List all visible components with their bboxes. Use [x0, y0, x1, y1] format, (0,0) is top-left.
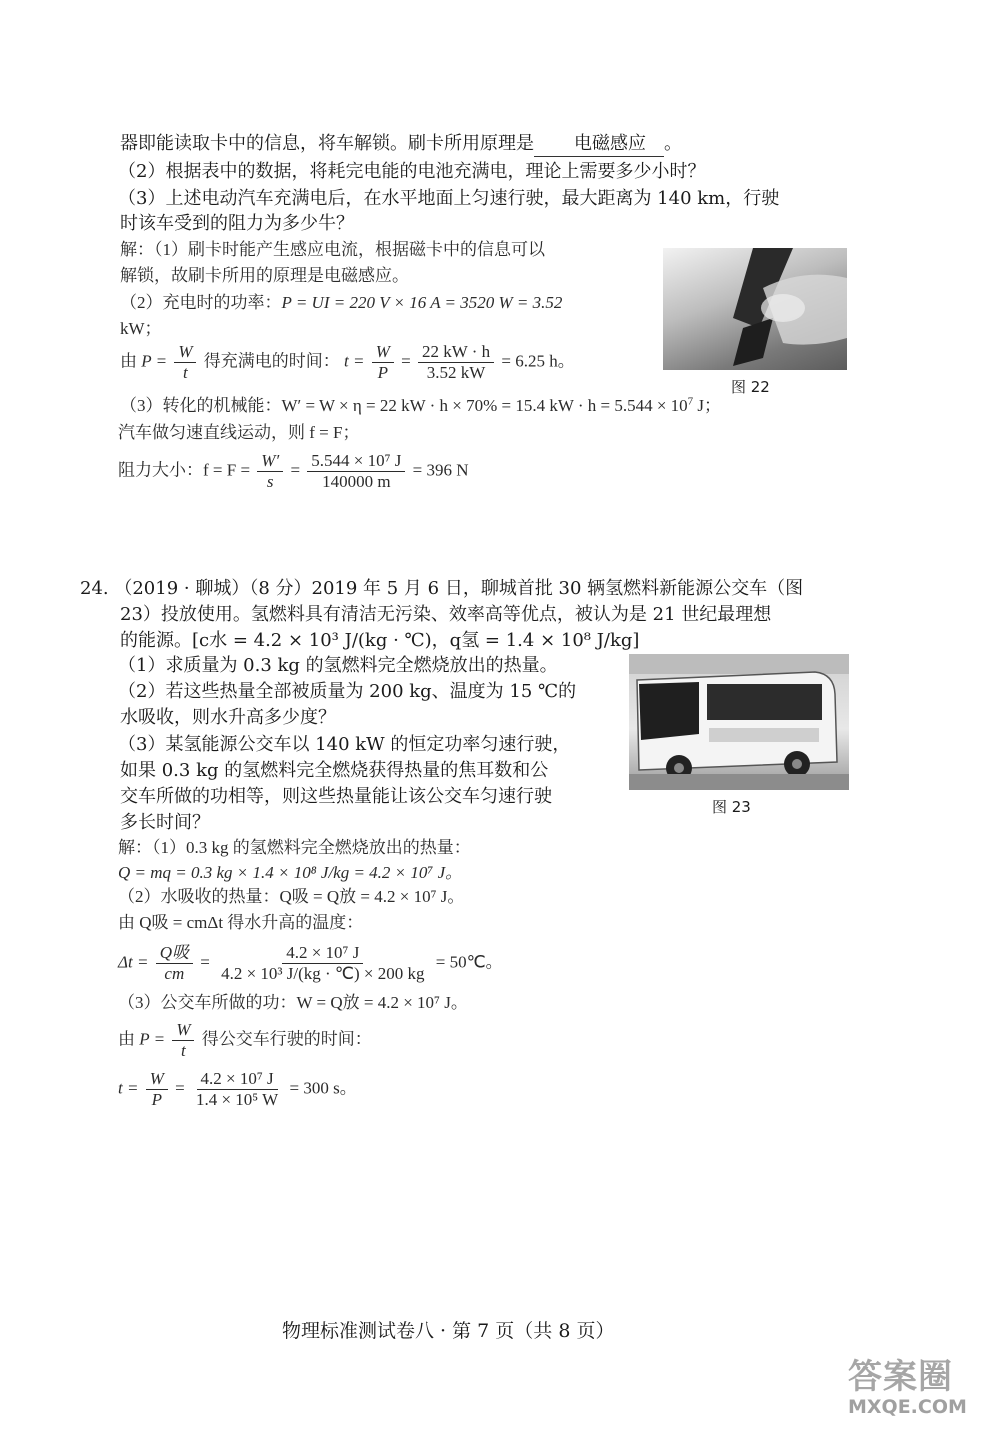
q23-line4: 时该车受到的阻力为多少牛？ [120, 213, 354, 234]
q24-solution-8: t = $\frac{W}{P}$ = $\frac{\text{4.2 × 10⁷ J}}{\text{1.4 × 10⁵ W}}$ = 300 s。 [118, 1069, 357, 1109]
q23-solution-4: （3）转化的机械能：W′ = W × η = 22 kW · h × 70% = 15.4 kW · $h = 5.544 \times 10^7$ J； [120, 395, 722, 415]
fraction-temperature-rise: $\frac{\text{4.2 × 10⁷ J}}{\text{4.2 × 10³ J/(kg · ℃) × 200 kg}}$ [221, 943, 425, 983]
figure-23-caption: 图 23 [712, 798, 751, 816]
q24-solution-6: （3）公交车所做的功：W = Q放 = 4.2 × 10⁷ J。 [118, 993, 468, 1012]
q24-line1: 24. （2019 · 聊城）（8 分）2019 年 5 月 6 日，聊城首批 30 辆氢燃料新能源公交车（图 [80, 578, 804, 599]
fraction-numeric-force: $\frac{\text{5.544 × 10⁷ J}}{140000 m}$ [307, 452, 405, 491]
q23-answer-blank: 电磁感应 [534, 132, 664, 157]
fraction-q-over-cm: $\frac{\text{Q吸}}{cm}$ [156, 944, 193, 983]
bus-illustration [629, 654, 849, 790]
q24-line9: 交车所做的功相等，则这些热量能让该公交车匀速行驶 [120, 786, 552, 807]
q23-line1: 器即能读取卡中的信息，将车解锁。刷卡所用原理是 电磁感应 。 [120, 132, 682, 157]
q23-line2: （2）根据表中的数据，将耗完电能的电池充满电，理论上需要多少小时？ [118, 161, 706, 182]
q23-solution-5: 汽车做匀速直线运动，则 f = F； [118, 423, 360, 442]
fraction-power-definition: $\frac{W}{t}$ [172, 1021, 194, 1060]
fraction-time-definition: $\frac{W}{P}$ [146, 1070, 168, 1109]
q24-solution-5: Δt = $\frac{\text{Q吸}}{cm}$ = $\frac{\text{4.2 × 10⁷ J}}{\text{4.2 × 10³ J/(kg · ℃) × 200 kg}}$ = 50℃。 [118, 943, 503, 983]
q23-solution-1a: 解：（1）刷卡时能产生感应电流，根据磁卡中的信息可以 [120, 240, 545, 259]
q24-solution-3: （2）水吸收的热量：Q吸 = Q放 = 4.2 × 10⁷ J。 [118, 887, 465, 906]
q24-line4: （1）求质量为 0.3 kg 的氢燃料完全燃烧放出的热量。 [118, 655, 558, 676]
figure-23-photo [629, 654, 849, 790]
fraction-w-over-p: $\frac{W}{P}$ [372, 343, 394, 382]
q24-line2: 23）投放使用。氢燃料具有清洁无污染、效率高等优点，被认为是 21 世纪最理想 [120, 604, 772, 625]
q24-line8: 如果 0.3 kg 的氢燃料完全燃烧获得热量的焦耳数和公 [120, 760, 549, 781]
q23-solution-6: 阻力大小：f = F = $\frac{W'}{s}$ = $\frac{\text{5.544 × 10⁷ J}}{140000 m}$ = 396 N [118, 451, 469, 491]
q24-line3: 的能源。[c水 = 4.2 × 10³ J/(kg · ℃)，q氢 = 1.4 × 10⁸ J/kg] [120, 630, 640, 651]
watermark-logo [848, 1358, 978, 1422]
q24-solution-2: Q = mq = 0.3 kg × 1.4 × 10⁸ J/kg = 4.2 × 10⁷ J。 [118, 863, 463, 882]
q23-solution-1b: 解锁，故刷卡所用的原理是电磁感应。 [120, 266, 409, 285]
q24-line6: 水吸收，则水升高多少度？ [120, 707, 336, 728]
fraction-numeric-time: $\frac{\text{4.2 × 10⁷ J}}{\text{1.4 × 10⁵ W}}$ [195, 1069, 279, 1109]
q23-solution-2b: kW； [120, 319, 162, 338]
q23-solution-3: 由 P = $\frac{W}{t}$ 得充满电的时间： t = $\frac{W}{P}$ = $\frac{22 kW \cdot h}{3.52 kW}$ = 6.25 h。 [120, 342, 575, 382]
q23-solution-2a: （2）充电时的功率：P = UI = 220 V × 16 A = 3520 W = 3.52 [120, 293, 563, 312]
fraction-energy-over-power: $\frac{22 kW \cdot h}{3.52 kW}$ [418, 343, 494, 382]
q23-line3: （3）上述电动汽车充满电后，在水平地面上匀速行驶，最大距离为 140 km，行驶 [118, 188, 780, 209]
q24-solution-4: 由 Q吸 = cmΔt 得水升高的温度： [118, 913, 364, 932]
fraction-work-over-distance: $\frac{W'}{s}$ [257, 452, 283, 491]
watermark-url: MXQE.COM [848, 1396, 967, 1418]
fraction-w-over-t: $\frac{W}{t}$ [174, 343, 196, 382]
q24-line10: 多长时间？ [120, 812, 210, 833]
q24-solution-1: 解：（1）0.3 kg 的氢燃料完全燃烧放出的热量： [118, 838, 471, 857]
figure-22-caption: 图 22 [731, 378, 770, 396]
q24-solution-7: 由 P = $\frac{W}{t}$ 得公交车行驶的时间： [118, 1020, 372, 1060]
page-footer: 物理标准测试卷八 · 第 7 页（共 8 页） [282, 1320, 615, 1342]
q24-line7: （3）某氢能源公交车以 140 kW 的恒定功率匀速行驶， [118, 734, 571, 755]
watermark-brand: 答案圈 [848, 1357, 953, 1397]
q24-line5: （2）若这些热量全部被质量为 200 kg、温度为 15 ℃的 [118, 681, 577, 702]
card-reader-illustration [663, 248, 847, 370]
figure-22-photo [663, 248, 847, 370]
